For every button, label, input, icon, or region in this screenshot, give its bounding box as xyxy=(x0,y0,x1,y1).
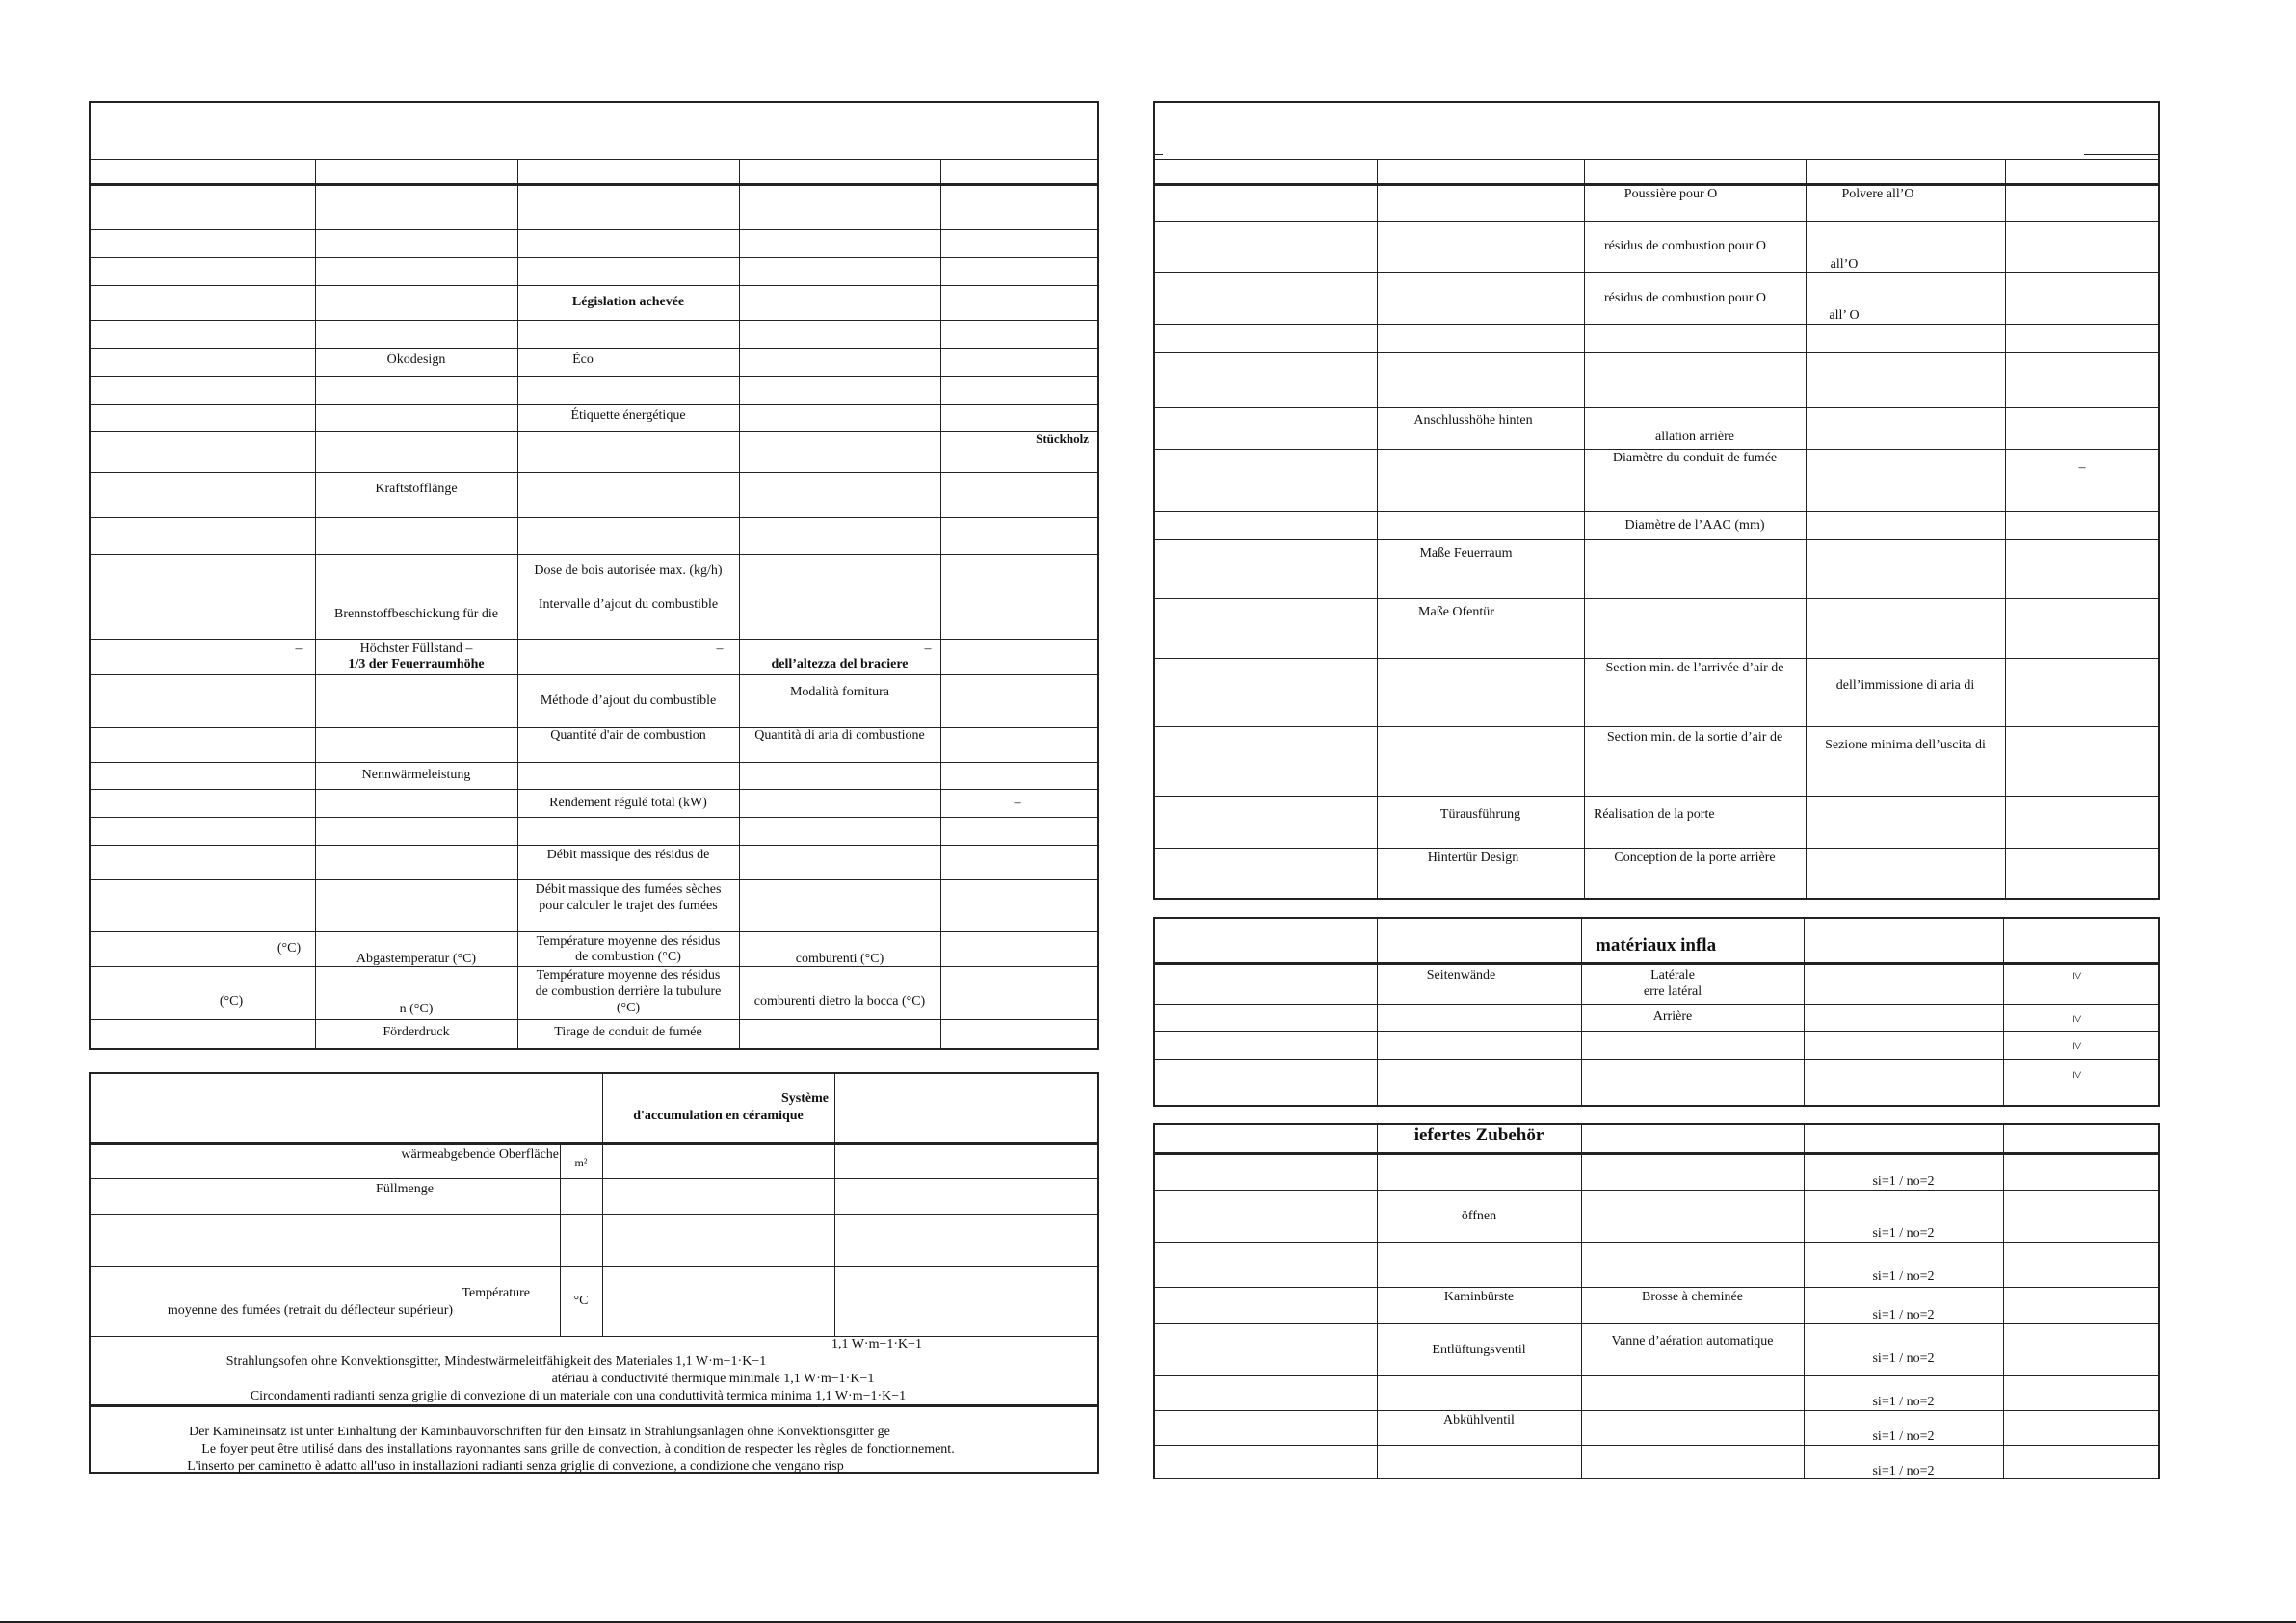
residue-fr-1: résidus de combustion pour O xyxy=(1604,239,1766,253)
yes-no-6: si=1 / no=2 xyxy=(1872,1395,1935,1409)
brush-de: Kaminbürste xyxy=(1443,1290,1515,1304)
total-yield-fr: Rendement régulé total (kW) xyxy=(549,796,707,810)
flue-mass-fr-2: pour calculer le trajet des fumées xyxy=(539,899,718,913)
ge-symbol-3: ≥ xyxy=(2070,1042,2084,1050)
rear-door-de: Hintertür Design xyxy=(1427,851,1519,865)
max-fill-de-2: 1/3 der Feuerraumhöhe xyxy=(348,657,485,671)
max-fill-de-1: Höchster Füllstand – xyxy=(359,641,473,656)
temp-fr-2: moyenne des fumées (retrait du déflecteur supérieur) xyxy=(167,1303,454,1318)
draft-fr: Tirage de conduit de fumée xyxy=(554,1025,702,1039)
dash-1: – xyxy=(295,641,303,656)
exhaust-temp-de: Abgastemperatur (°C) xyxy=(356,952,477,966)
ge-symbol-4: ≥ xyxy=(2070,1071,2084,1079)
deg-c-n: n (°C) xyxy=(399,1002,434,1016)
yes-no-1: si=1 / no=2 xyxy=(1872,1174,1935,1189)
yes-no-4: si=1 / no=2 xyxy=(1872,1308,1935,1322)
open-de: öffnen xyxy=(1461,1209,1497,1223)
fuel-charge-de: Brennstoffbeschickung für die xyxy=(333,607,499,621)
flue-mass-fr-1: Débit massique des fumées sèches xyxy=(535,882,722,897)
air-outlet-it: Sezione minima dell’uscita di xyxy=(1825,738,1986,752)
note-4: Circondamenti radianti senza griglie di convezione di un materiale con una conduttività termica minima 1,1 W·m−1·K−1 xyxy=(250,1389,907,1403)
air-inlet-it: dell’immissione di aria di xyxy=(1835,678,1975,693)
yes-no-2: si=1 / no=2 xyxy=(1872,1226,1935,1241)
note-1: 1,1 W·m−1·K−1 xyxy=(831,1337,923,1351)
notice-it: L'inserto per caminetto è adatto all'uso in installazioni radianti senza griglie di convezione, a condizione che vengano risp xyxy=(187,1459,844,1474)
firewood: Stückholz xyxy=(1036,432,1089,446)
side-walls-de: Seitenwände xyxy=(1426,968,1496,982)
avg-temp-fr-2: de combustion (°C) xyxy=(575,950,681,964)
fuel-interval-fr: Intervalle d’ajout du combustible xyxy=(538,597,719,612)
dash-4: – xyxy=(1014,796,1021,810)
ge-symbol-1: ≥ xyxy=(2070,972,2084,980)
m2-unit: m² xyxy=(574,1156,588,1169)
door-design-de: Türausführung xyxy=(1439,807,1521,822)
dash-3: – xyxy=(924,641,932,656)
yes-no-5: si=1 / no=2 xyxy=(1872,1351,1935,1366)
residue-fr-2: résidus de combustion pour O xyxy=(1604,291,1766,305)
rear-door-fr: Conception de la porte arrière xyxy=(1614,851,1776,865)
combustion-air-it: Quantità di aria di combustione xyxy=(754,728,925,743)
materials-header: matériaux infla xyxy=(1596,935,1717,955)
comburent-mouth-it: comburenti dietro la bocca (°C) xyxy=(753,994,926,1008)
lateral-fr: Latérale xyxy=(1650,968,1695,982)
ceramic-system-1: Système xyxy=(781,1091,829,1106)
dash-right: – xyxy=(2078,460,2086,475)
dust-fr: Poussière pour O xyxy=(1623,187,1718,201)
combustion-air-fr: Quantité d'air de combustion xyxy=(550,728,706,743)
ceramic-system-2: d'accumulation en céramique xyxy=(633,1109,804,1123)
firebox-dims-de: Maße Feuerraum xyxy=(1419,546,1513,561)
energy-label-fr: Étiquette énergétique xyxy=(570,408,686,423)
legislation-finished: Législation achevée xyxy=(571,295,685,309)
brush-fr: Brosse à cheminée xyxy=(1642,1290,1743,1304)
comburent-it: comburenti (°C) xyxy=(795,952,884,966)
fill-de: Füllmenge xyxy=(376,1182,434,1196)
note-3: atériau à conductivité thermique minimale 1,1 W·m−1·K−1 xyxy=(551,1372,875,1386)
yes-no-7: si=1 / no=2 xyxy=(1872,1429,1935,1444)
accessories-header: iefertes Zubehör xyxy=(1413,1125,1544,1145)
temp-fr-1: Température xyxy=(462,1286,530,1300)
aac-diameter-fr: Diamètre de l’AAC (mm) xyxy=(1624,518,1765,533)
surface-de: wärmeabgebende Oberfläche xyxy=(401,1147,559,1162)
ecodesign-de: Ökodesign xyxy=(386,353,446,367)
rear-install-fr: allation arrière xyxy=(1654,430,1734,444)
ge-symbol-2: ≥ xyxy=(2070,1015,2084,1023)
door-dims-de: Maße Ofentür xyxy=(1418,605,1494,619)
notice-fr: Le foyer peut être utilisé dans des installations rayonnantes sans grille de convection, à condition de respecter les règles de fonctionnement. xyxy=(201,1442,955,1456)
yes-no-3: si=1 / no=2 xyxy=(1872,1270,1935,1284)
residue-it-2: all’ O xyxy=(1829,308,1860,323)
avg-temp-tube-fr-1: Température moyenne des résidus xyxy=(536,968,721,982)
door-design-fr: Réalisation de la porte xyxy=(1594,807,1715,822)
dash-2: – xyxy=(716,641,724,656)
note-2: Strahlungsofen ohne Konvektionsgitter, Mindestwärmeleitfähigkeit des Materiales 1,1 W·m−1·K−1 xyxy=(225,1354,767,1369)
supply-mode-it: Modalità fornitura xyxy=(789,685,890,699)
avg-temp-fr-1: Température moyenne des résidus xyxy=(536,934,721,949)
deg-c-1: (°C) xyxy=(277,941,302,955)
fuel-length-de: Kraftstofflänge xyxy=(375,482,458,496)
residue-mass-fr: Débit massique des résidus de xyxy=(546,848,710,862)
notice-de: Der Kamineinsatz ist unter Einhaltung der Kaminbauvorschriften für den Einsatz in Strahlungsanlagen ohne Konvektionsgitter ge xyxy=(189,1425,890,1439)
dust-it: Polvere all’O xyxy=(1841,187,1914,201)
draft-de: Förderdruck xyxy=(383,1025,450,1039)
rear-fr: Arrière xyxy=(1652,1009,1693,1024)
deg-c-2: (°C) xyxy=(219,994,244,1008)
max-wood-dose-fr: Dose de bois autorisée max. (kg/h) xyxy=(534,563,723,578)
ceramic-table xyxy=(89,1072,1099,1474)
yes-no-8: si=1 / no=2 xyxy=(1872,1464,1935,1479)
deg-unit: °C xyxy=(573,1294,589,1308)
air-outlet-fr: Section min. de la sortie d’air de xyxy=(1606,730,1783,745)
vent-fr: Vanne d’aération automatique xyxy=(1611,1334,1774,1348)
ecodesign-fr: Éco xyxy=(572,353,594,367)
residue-it-1: all’O xyxy=(1830,257,1859,272)
lateral-fr-2: erre latéral xyxy=(1643,984,1702,999)
rear-height-de: Anschlusshöhe hinten xyxy=(1413,413,1533,428)
fuel-method-fr: Méthode d’ajout du combustible xyxy=(540,694,717,708)
avg-temp-tube-fr-3: (°C) xyxy=(616,1001,641,1015)
nominal-heat-de: Nennwärmeleistung xyxy=(361,768,471,782)
vent-de: Entlüftungsventil xyxy=(1432,1343,1526,1357)
flue-diameter-fr: Diamètre du conduit de fumée xyxy=(1612,451,1778,465)
max-fill-it: dell’altezza del braciere xyxy=(771,657,909,671)
cool-de: Abkühlventil xyxy=(1443,1413,1515,1427)
air-inlet-fr: Section min. de l’arrivée d’air de xyxy=(1605,661,1784,675)
avg-temp-tube-fr-2: de combustion derrière la tubulure xyxy=(535,984,722,999)
